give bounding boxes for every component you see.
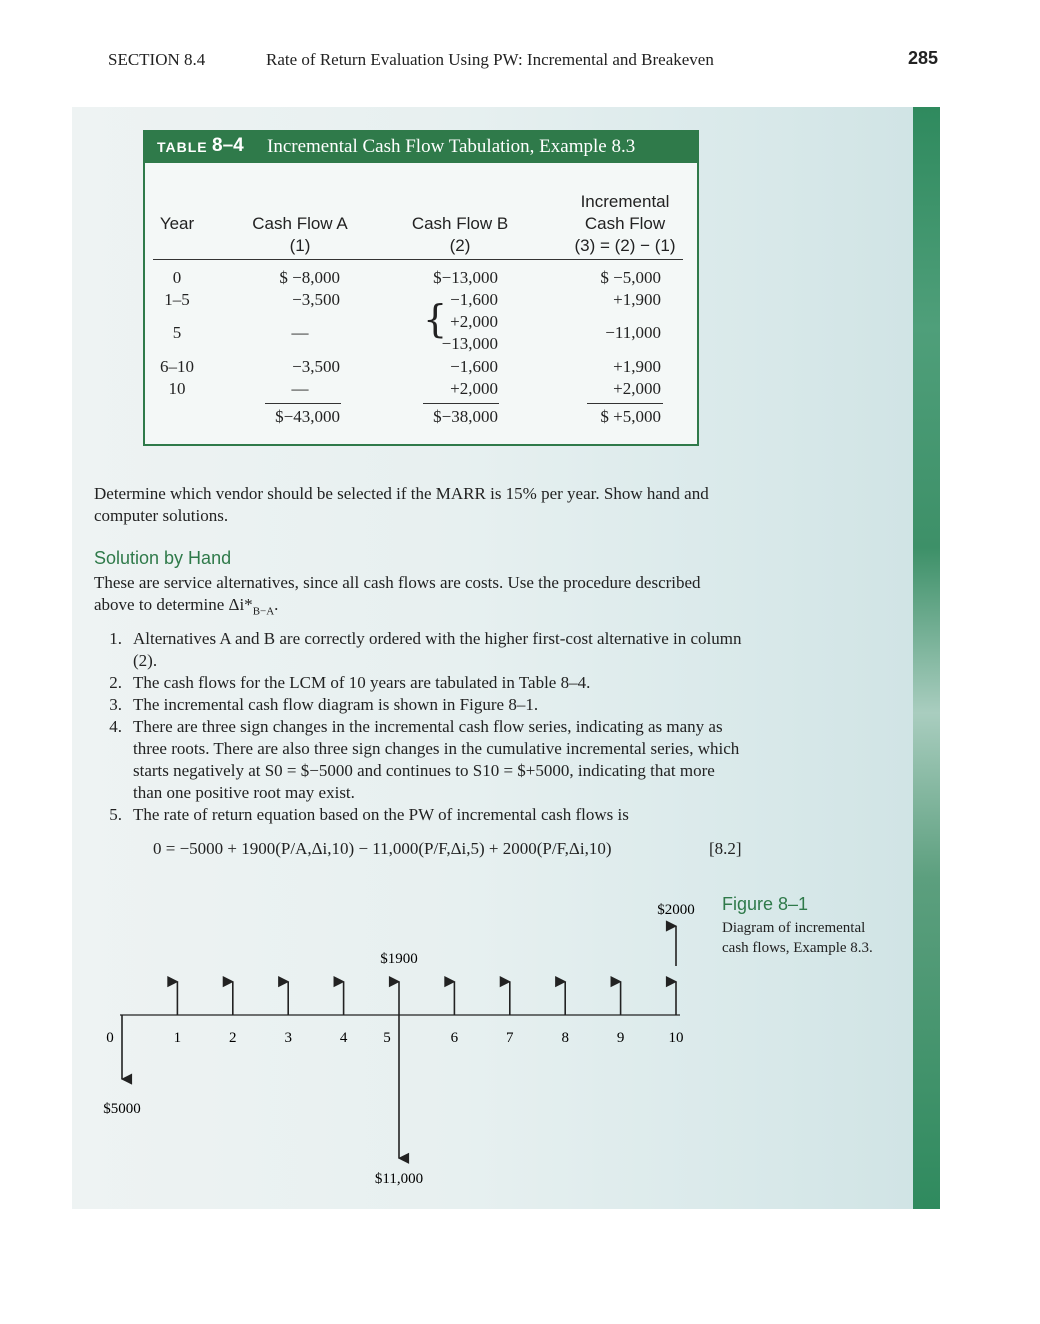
label-pos10: $2000 — [657, 902, 695, 918]
col-header-b-line2: Cash Flow B — [411, 214, 509, 233]
year-label-3: 3 — [284, 1030, 292, 1046]
solution-heading: Solution by Hand — [94, 548, 232, 568]
year-label-7: 7 — [506, 1030, 514, 1046]
table-label: TABLE — [157, 139, 208, 155]
equation: 0 = −5000 + 1900(P/A,Δi,10) − 11,000(P/F,Δi,5) + 2000(P/F,Δi,10) — [153, 839, 612, 858]
table-row-0-year: 0 — [172, 268, 182, 287]
list-number: 3. — [109, 695, 122, 714]
brace-symbol: { — [423, 297, 448, 341]
table-row-1-year: 1–5 — [164, 290, 190, 309]
section-label: SECTION 8.4 — [108, 50, 206, 69]
table-row-2-b-top: +2,000 — [450, 312, 498, 331]
table-row-3-year: 6–10 — [160, 357, 194, 376]
table-row-2-year: 5 — [172, 323, 182, 342]
col-header-a-line2: Cash Flow A — [252, 214, 348, 233]
label-pos: $1900 — [380, 951, 418, 967]
table-row-2-inc: −11,000 — [605, 323, 661, 342]
solution-intro-subscript: B−A — [252, 605, 275, 618]
table-row-3-a: −3,500 — [292, 357, 340, 376]
page-number: 285 — [907, 48, 938, 68]
year-label-4: 4 — [339, 1030, 348, 1046]
table-row-1-b: −1,600 — [450, 290, 498, 309]
list-text: Alternatives A and B are correctly ordered with the higher first-cost alternative in column (2). — [133, 629, 742, 670]
table-row-3-b: −1,600 — [450, 357, 498, 376]
table-row-0-b: $−13,000 — [433, 268, 498, 287]
table-caption: Incremental Cash Flow Tabulation, Example 8.3 — [267, 136, 636, 157]
table-row-4-a: — — [291, 379, 309, 398]
year-label-8: 8 — [561, 1030, 569, 1046]
col-header-b-line3: (2) — [449, 236, 471, 255]
col-header-inc-line3: (3) = (2) − (1) — [574, 236, 676, 255]
table-row-0-a: $ −8,000 — [279, 268, 340, 287]
table-number: 8–4 — [212, 135, 244, 156]
list-number: 2. — [109, 673, 122, 692]
year-label-2: 2 — [229, 1030, 237, 1046]
list-text: There are three sign changes in the incremental cash flow series, indicating as many as three roots. There are also three sign changes in the cumulative incremental series, which starts negatively at S0 = $−5000 and continues to S10 = $+5000, indicating that more than one positive root may exist. — [133, 717, 740, 802]
list-number: 5. — [109, 805, 122, 824]
list-text: The cash flows for the LCM of 10 years are tabulated in Table 8–4. — [133, 673, 591, 692]
year-labels — [106, 1030, 683, 1046]
col-header-a-line3: (1) — [289, 236, 311, 255]
col-header-inc-line2: Cash Flow — [584, 214, 666, 233]
year-label-1: 1 — [173, 1030, 182, 1046]
table-row-1-a: −3,500 — [292, 290, 340, 309]
solution-intro-text: above to determine Δi* — [94, 595, 253, 614]
year-label-0: 0 — [106, 1030, 114, 1046]
figure-caption: Diagram of incremental cash flows, Example 8.3. — [722, 920, 873, 956]
table-row-4-inc: +2,000 — [613, 379, 661, 398]
list-text: The rate of return equation based on the PW of incremental cash flows is — [133, 805, 629, 824]
table-total-a: $−43,000 — [275, 407, 340, 426]
col-header-year: Year — [159, 214, 195, 233]
label-neg5: $11,000 — [374, 1171, 424, 1187]
table-total-b: $−38,000 — [433, 407, 498, 426]
section-title: Rate of Return Evaluation Using PW: Incremental and Breakeven — [266, 50, 714, 69]
year-label-9: 9 — [616, 1030, 625, 1046]
table-row-4-b: +2,000 — [450, 379, 498, 398]
col-header-inc-line1: Incremental — [580, 192, 670, 211]
label-neg0: $5000 — [103, 1101, 141, 1117]
list-text: The incremental cash flow diagram is shown in Figure 8–1. — [133, 695, 539, 714]
table-row-1-inc: +1,900 — [613, 290, 661, 309]
list-number: 1. — [109, 629, 122, 648]
table-total-inc: $ +5,000 — [600, 407, 661, 426]
year-label-6: 6 — [450, 1030, 459, 1046]
year-label-5: 5 — [383, 1030, 391, 1046]
table-row-2-a: — — [291, 323, 309, 342]
table-row-3-inc: +1,900 — [613, 357, 661, 376]
table-row-0-inc: $ −5,000 — [600, 268, 661, 287]
equation-number: [8.2] — [709, 839, 742, 858]
solution-intro-line2: above to determine $\Delta i*_{B-A}$. — [94, 595, 279, 618]
list-number: 4. — [109, 717, 122, 736]
problem-statement: Determine which vendor should be selected if the MARR is 15% per year. Show hand and computer solutions. — [94, 484, 709, 525]
figure-title: Figure 8–1 — [722, 894, 809, 914]
table-row-2-b-bottom: −13,000 — [441, 334, 498, 353]
solution-intro-line1: These are service alternatives, since all cash flows are costs. Use the procedure described — [94, 573, 701, 592]
year-label-10: 10 — [668, 1030, 684, 1046]
table-row-4-year: 10 — [168, 379, 186, 398]
